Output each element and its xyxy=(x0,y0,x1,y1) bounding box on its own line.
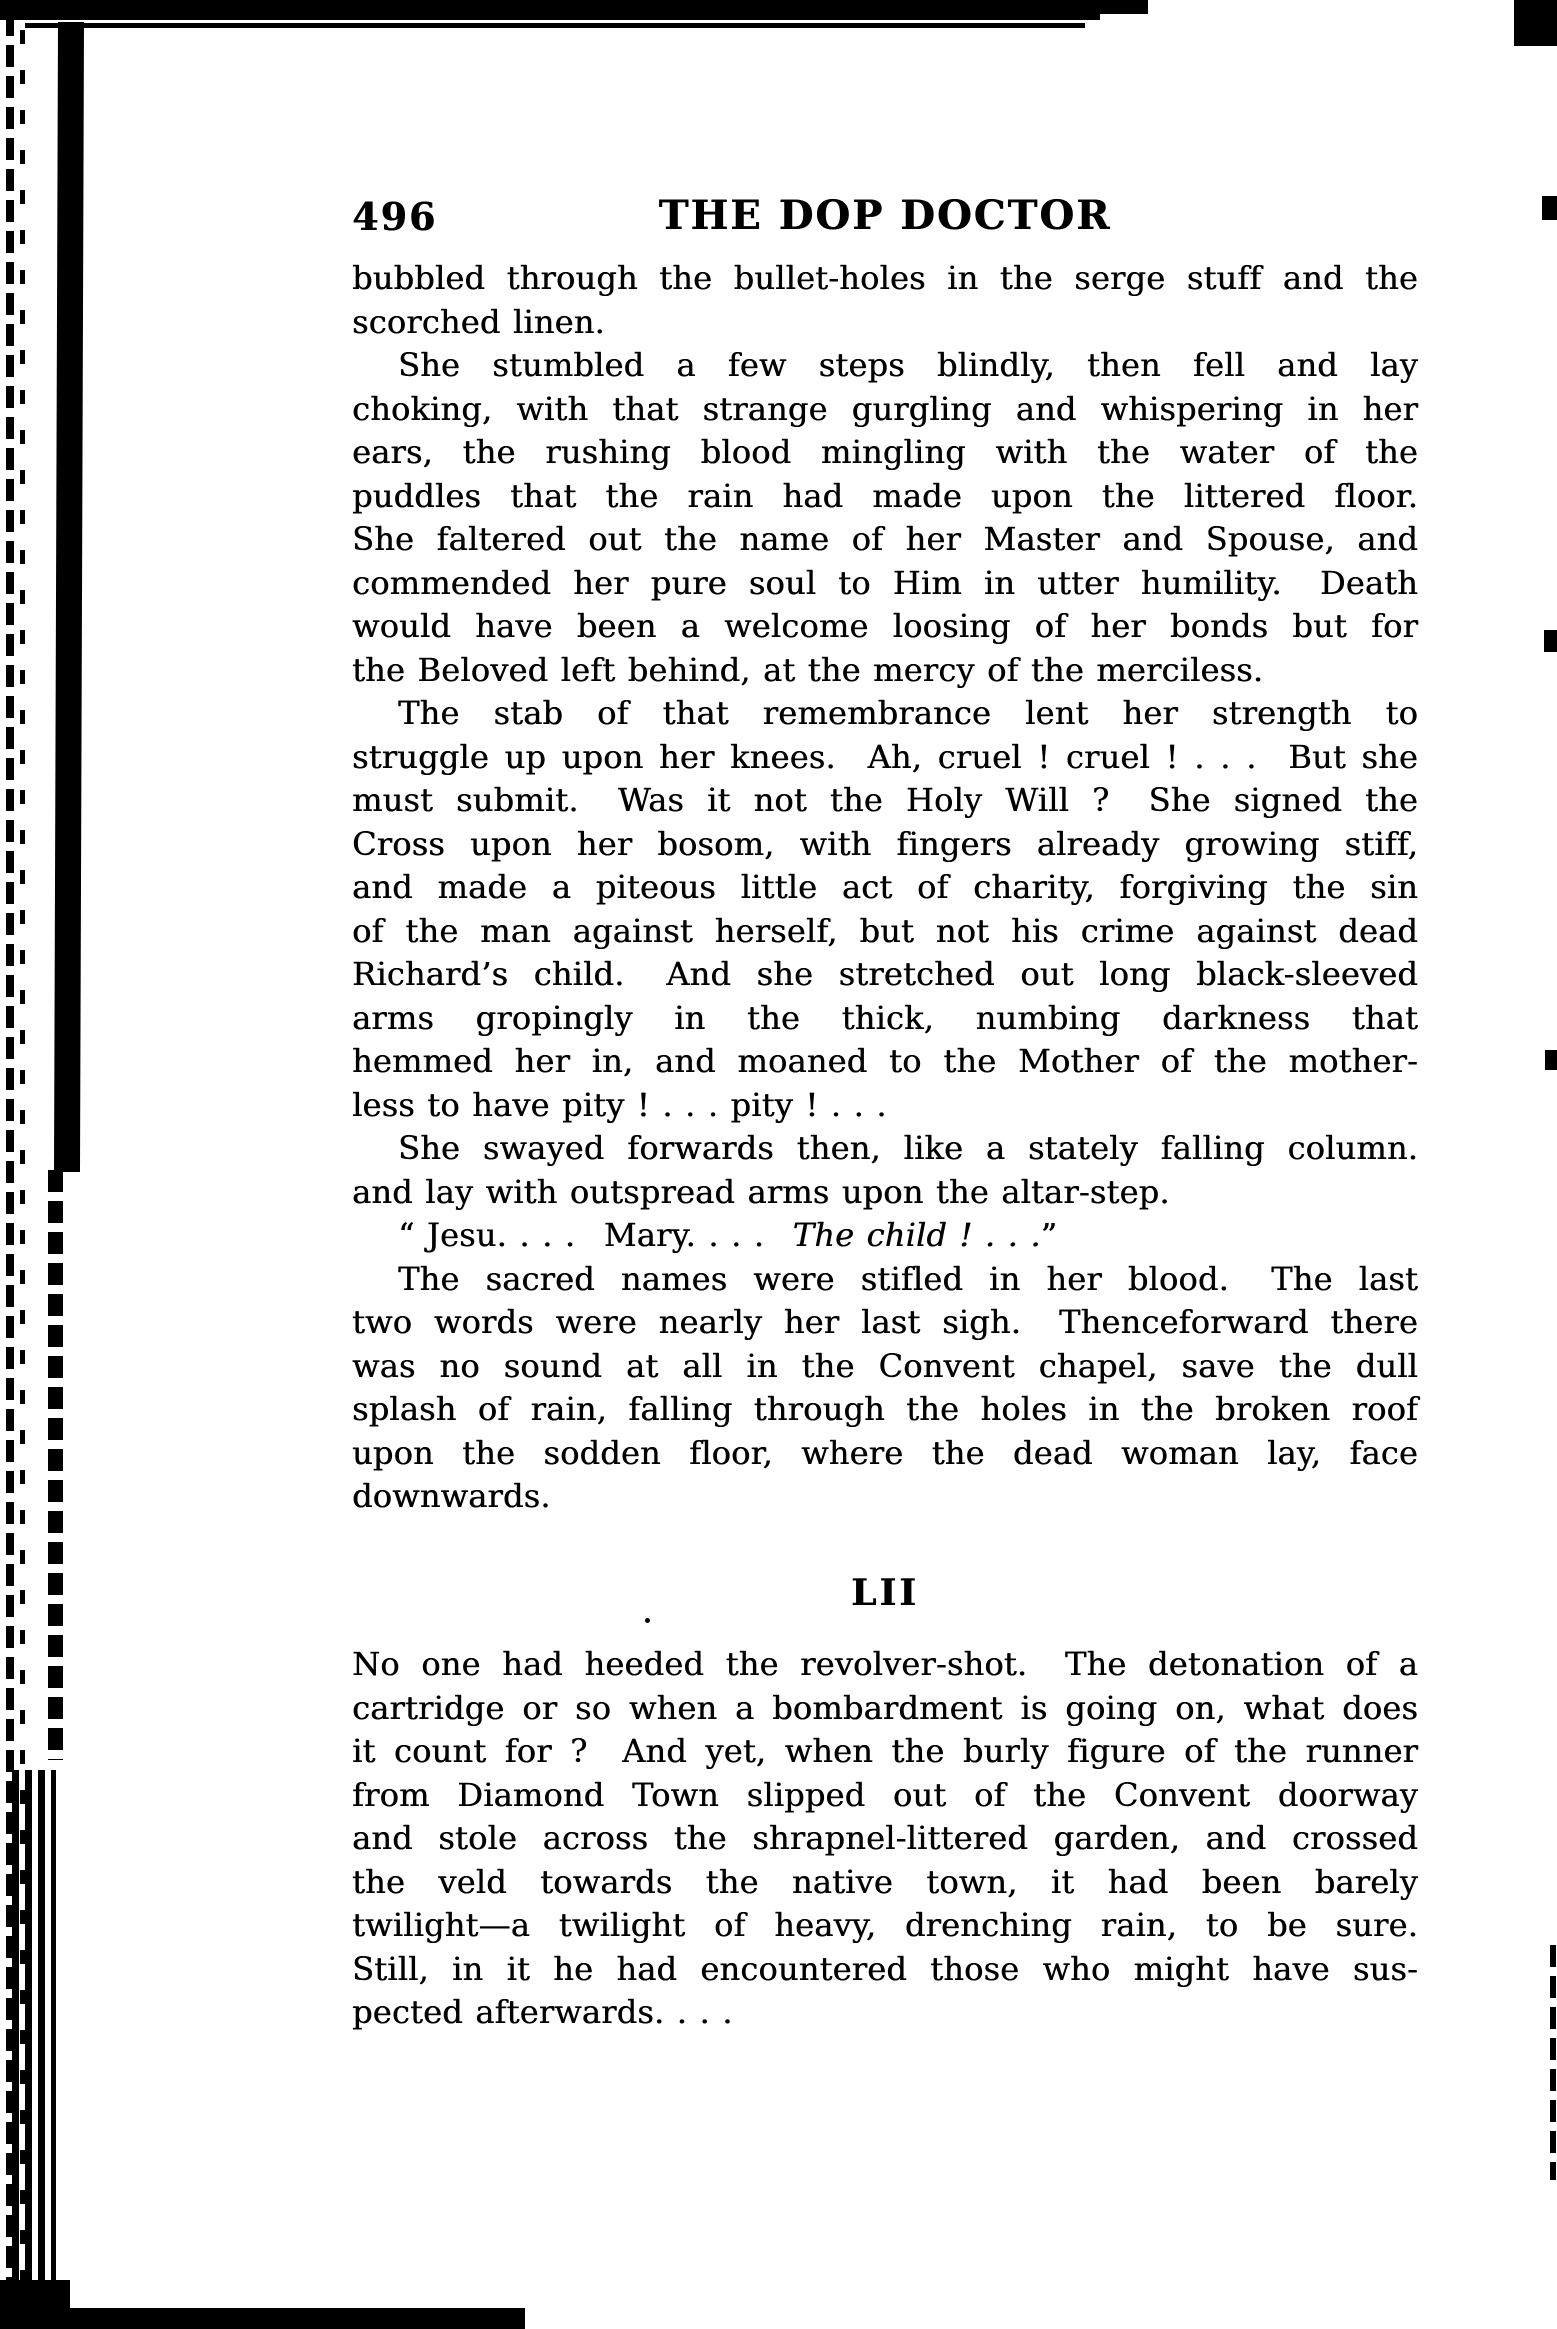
page-number: 496 xyxy=(352,194,438,239)
text-line: of the man against herself, but not his crime against dead xyxy=(352,911,1418,950)
dialogue-line xyxy=(352,1214,1418,1258)
text-line: commended her pure soul to Him in utter humility. Death xyxy=(352,563,1418,602)
text-line: She swayed forwards then, like a stately falling column. xyxy=(398,1129,1418,1167)
scan-artifact-top-right-corner xyxy=(1514,0,1557,46)
text-line: less to have pity ! . . . pity ! . . . xyxy=(352,1085,887,1124)
scan-artifact-right-tick-1 xyxy=(1542,196,1557,220)
text-line: scorched linen. xyxy=(352,302,605,341)
text-line: No one had heeded the revolver-shot. The detonation of a xyxy=(352,1645,1418,1683)
text-line: and lay with outspread arms upon the altar-step. xyxy=(352,1172,1170,1211)
text-line: struggle up upon her knees. Ah, cruel ! cruel ! . . . But she xyxy=(352,737,1418,776)
text-line: ears, the rushing blood mingling with the water of the xyxy=(352,433,1418,471)
text-line: the Beloved left behind, at the mercy of the merciless. xyxy=(352,650,1264,689)
text-line: bubbled through the bullet-holes in the serge stuff and the xyxy=(352,259,1418,297)
text-line: cartridge or so when a bombardment is going on, what does xyxy=(352,1688,1418,1727)
scan-artifact-speck xyxy=(645,1618,650,1623)
chapter-heading: LII xyxy=(851,1572,919,1614)
scan-artifact-top-band xyxy=(0,0,1148,14)
scan-artifact-right-tick-2 xyxy=(1544,630,1557,652)
text-line: Richard’s child. And she stretched out long black-sleeved xyxy=(352,955,1418,993)
text-line: The stab of that remembrance lent her strength to xyxy=(398,694,1418,732)
chapter-opening-text xyxy=(352,1643,1418,2035)
dialogue-prefix: “ Jesu. . . . Mary. . . . xyxy=(398,1216,793,1254)
scan-artifact-left-bottom-scratches xyxy=(12,1770,56,2329)
text-line: Still, in it he had encountered those who might have sus- xyxy=(352,1949,1418,1988)
text-line: and stole across the shrapnel-littered garden, and crossed xyxy=(352,1819,1418,1857)
text-line: from Diamond Town slipped out of the Convent doorway xyxy=(352,1775,1418,1814)
text-line: upon the sodden floor, where the dead woman lay, face xyxy=(352,1433,1418,1472)
text-line: hemmed her in, and moaned to the Mother of the mother- xyxy=(352,1042,1418,1080)
dialogue-italic-phrase: The child ! . . . xyxy=(792,1216,1041,1254)
text-line: choking, with that strange gurgling and whispering in her xyxy=(352,389,1418,428)
text-line: and made a piteous little act of charity, forgiving the sin xyxy=(352,868,1418,906)
text-line: pected afterwards. . . . xyxy=(352,1993,733,2031)
scan-artifact-left-binding-band xyxy=(54,22,84,1172)
text-line: puddles that the rain had made upon the littered floor. xyxy=(352,476,1418,515)
scan-artifact-left-band-tail xyxy=(48,1170,63,1760)
text-line: arms gropingly in the thick, numbing darkness that xyxy=(352,998,1418,1037)
text-line: two words were nearly her last sigh. Thenceforward there xyxy=(352,1303,1418,1341)
text-line: it count for ? And yet, when the burly figure of the runner xyxy=(352,1732,1418,1770)
text-line: splash of rain, falling through the holes in the broken roof xyxy=(352,1390,1418,1428)
running-title: THE DOP DOCTOR xyxy=(658,192,1112,239)
text-line: She stumbled a few steps blindly, then fell and lay xyxy=(398,346,1418,384)
running-head xyxy=(352,192,1418,238)
text-line: twilight—a twilight of heavy, drenching rain, to be sure. xyxy=(352,1906,1418,1944)
text-line: Cross upon her bosom, with fingers already growing stiff, xyxy=(352,824,1418,863)
scan-artifact-top-band-2 xyxy=(0,14,1100,20)
scan-artifact-bottom-strip xyxy=(0,2308,525,2329)
scan-artifact-right-dash-line xyxy=(1550,1945,1556,2180)
text-line: would have been a welcome loosing of her bonds but for xyxy=(352,607,1418,645)
text-line: must submit. Was it not the Holy Will ? She signed the xyxy=(352,781,1418,819)
scan-artifact-right-tick-3 xyxy=(1545,1050,1557,1070)
section-ending-text xyxy=(352,257,1418,1519)
text-line: She faltered out the name of her Master and Spouse, and xyxy=(352,520,1418,558)
text-line: downwards. xyxy=(352,1477,551,1515)
text-line: was no sound at all in the Convent chapel, save the dull xyxy=(352,1346,1418,1385)
scan-artifact-top-rule xyxy=(25,23,1085,28)
text-line: the veld towards the native town, it had been barely xyxy=(352,1862,1418,1901)
text-line: The sacred names were stifled in her blood. The last xyxy=(398,1259,1418,1298)
dialogue-suffix: ” xyxy=(1040,1216,1058,1254)
scan-artifact-bottom-left-blob xyxy=(0,2280,70,2329)
